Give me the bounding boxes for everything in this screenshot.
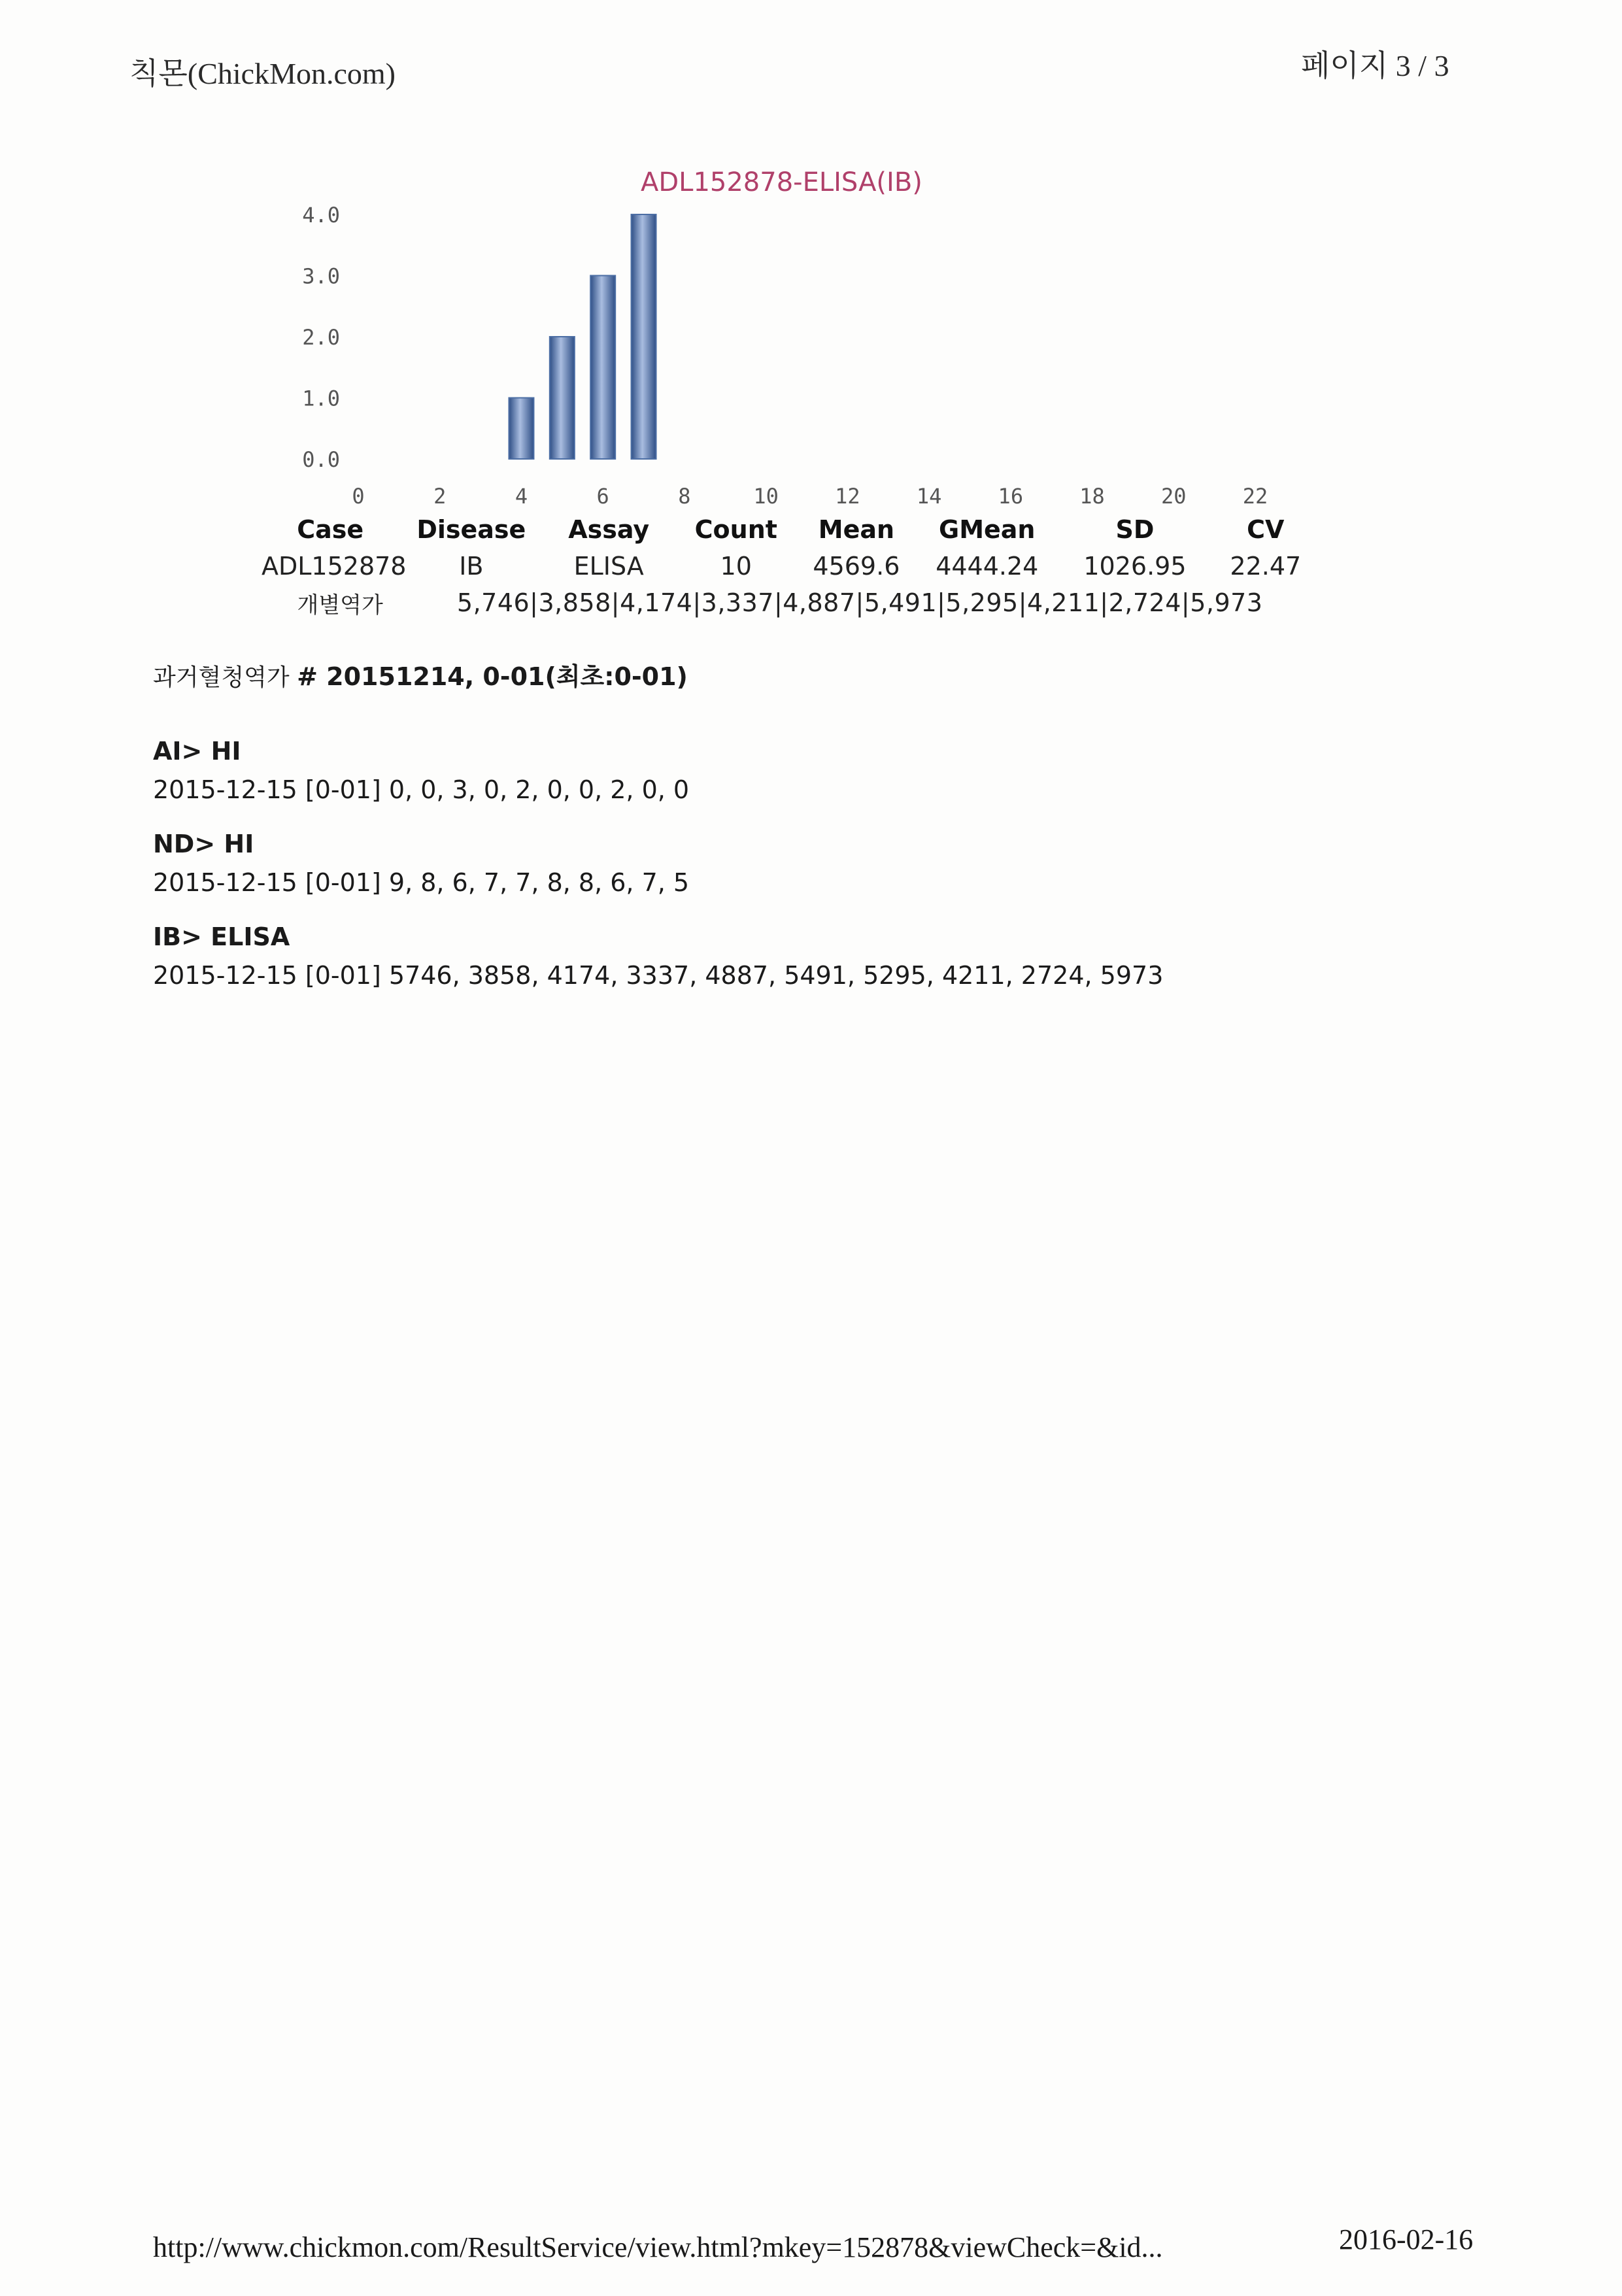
y-axis-ticks — [302, 203, 340, 472]
value-gmean: 4444.24 — [936, 552, 1039, 581]
x-tick-label: 16 — [998, 484, 1024, 509]
y-tick-label: 0.0 — [302, 447, 340, 472]
bar-series — [509, 214, 656, 459]
value-disease: IB — [459, 552, 484, 581]
header-count: Count — [694, 515, 777, 544]
history-ai-values: 2015-12-15 [0-01] 0, 0, 3, 0, 2, 0, 0, 2, 0, 0 — [153, 775, 690, 804]
chart-title: ADL152878-ELISA(IB) — [641, 167, 922, 197]
history-nd-values: 2015-12-15 [0-01] 9, 8, 6, 7, 7, 8, 8, 6, 7, 5 — [153, 868, 690, 897]
individual-titers-values: 5,746|3,858|4,174|3,337|4,887|5,491|5,295|4,211|2,724|5,973 — [456, 588, 1263, 617]
stats-data-row — [262, 548, 1321, 584]
header-case: Case — [297, 515, 364, 544]
history-ai-title: AI> HI — [153, 737, 241, 766]
history-ib-values: 2015-12-15 [0-01] 5746, 3858, 4174, 3337, 4887, 5491, 5295, 4211, 2724, 5973 — [153, 961, 1164, 990]
header-cv: CV — [1247, 515, 1285, 544]
x-axis-ticks — [352, 484, 1268, 509]
y-tick-label: 2.0 — [302, 325, 340, 350]
history-ib-title: IB> ELISA — [153, 922, 290, 951]
header-gmean: GMean — [939, 515, 1036, 544]
x-tick-label: 4 — [515, 484, 528, 509]
value-count: 10 — [720, 552, 752, 581]
x-tick-label: 14 — [916, 484, 942, 509]
history-heading — [153, 656, 1395, 692]
x-tick-label: 8 — [678, 484, 691, 509]
value-mean: 4569.6 — [813, 552, 900, 581]
footer-url: http://www.chickmon.com/ResultService/view.html?mkey=152878&viewCheck=&id... — [153, 2231, 1163, 2263]
history-nd-title: ND> HI — [153, 830, 254, 858]
x-tick-label: 22 — [1242, 484, 1268, 509]
bar — [550, 337, 575, 459]
y-tick-label: 4.0 — [302, 203, 340, 228]
stats-header-row — [262, 511, 1321, 548]
header-mean: Mean — [818, 515, 895, 544]
x-tick-label: 20 — [1161, 484, 1187, 509]
y-tick-label: 3.0 — [302, 263, 340, 289]
footer-date: 2016-02-16 — [1339, 2223, 1474, 2255]
header-disease: Disease — [416, 515, 526, 544]
history-heading-id: # 20151214, 0-01(최초:0-01) — [297, 662, 688, 691]
bar — [632, 214, 656, 459]
y-tick-label: 1.0 — [302, 386, 340, 411]
history-section — [153, 656, 1395, 1011]
x-tick-label: 2 — [433, 484, 447, 509]
individual-titers-label: 개별역가 — [297, 592, 383, 618]
elisa-bar-chart — [262, 157, 1308, 523]
value-assay: ELISA — [573, 552, 644, 581]
site-title: 칙몬(ChickMon.com) — [129, 57, 396, 90]
x-tick-label: 10 — [753, 484, 779, 509]
x-tick-label: 18 — [1079, 484, 1105, 509]
bar — [590, 276, 615, 460]
header-assay: Assay — [568, 515, 650, 544]
bar — [509, 398, 533, 460]
individual-titers-row — [262, 584, 1321, 621]
value-cv: 22.47 — [1230, 552, 1302, 581]
x-tick-label: 12 — [835, 484, 860, 509]
value-case: ADL152878 — [262, 552, 407, 581]
value-sd: 1026.95 — [1083, 552, 1187, 581]
x-tick-label: 0 — [352, 484, 365, 509]
page-number: 페이지 3 / 3 — [1301, 49, 1449, 82]
x-tick-label: 6 — [596, 484, 609, 509]
history-heading-label: 과거혈청역가 — [153, 664, 290, 691]
stats-table — [262, 511, 1321, 621]
header-sd: SD — [1115, 515, 1155, 544]
